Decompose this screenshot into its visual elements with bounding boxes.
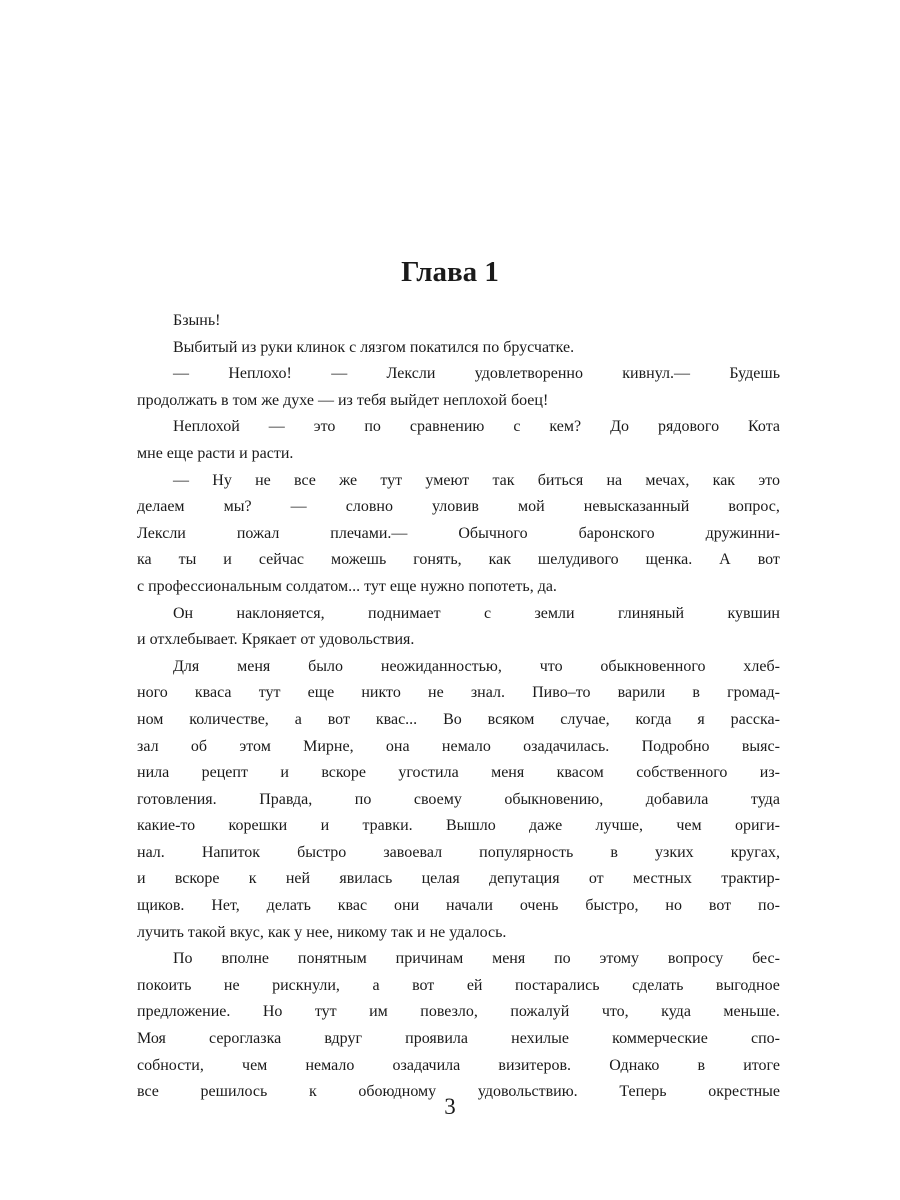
text-line: лучить такой вкус, как у нее, никому так и не удалось. [137, 923, 507, 941]
text-line: готовления. Правда, по своему обыкновению, добавила туда [137, 790, 780, 808]
text-line: делаем мы? — словно уловив мой невысказанный вопрос, [137, 498, 780, 516]
text-line: с профессиональным солдатом... тут еще нужно попотеть, да. [137, 577, 557, 595]
text-line: зал об этом Мирне, она немало озадачилась. Подробно выяс- [137, 737, 780, 755]
text-line: покоить не рискнули, а вот ей постарались сделать выгодное [137, 976, 780, 994]
text-line: продолжать в том же духе — из тебя выйдет неплохой боец! [137, 391, 549, 409]
text-line: какие-то корешки и травки. Вышло даже лучше, чем ориги- [137, 817, 780, 835]
text-line: собности, чем немало озадачила визитеров. Однако в итоге [137, 1056, 780, 1074]
text-line: нал. Напиток быстро завоевал популярность в узких кругах, [137, 843, 780, 861]
text-line: Моя сероглазка вдруг проявила нехилые коммерческие спо- [137, 1030, 780, 1048]
text-line: ном количестве, а вот квас... Во всяком случае, когда я расска- [137, 710, 780, 728]
text-line: — Ну не все же тут умеют так биться на мечах, как это [173, 471, 780, 489]
chapter-title: Глава 1 [401, 256, 499, 288]
text-line: — Неплохо! — Лексли удовлетворенно кивнул.— Будешь [173, 365, 780, 383]
text-line: Неплохой — это по сравнению с кем? До рядового Кота [173, 418, 780, 436]
text-line: и вскоре к ней явилась целая депутация от местных трактир- [137, 870, 780, 888]
text-line: По вполне понятным причинам меня по этому вопросу бес- [173, 950, 780, 968]
text-line: и отхлебывает. Крякает от удовольствия. [137, 631, 415, 649]
text-line: мне еще расти и расти. [137, 444, 294, 462]
text-line: Для меня было неожиданностью, что обыкновенного хлеб- [173, 657, 780, 675]
text-line: Выбитый из руки клинок с лязгом покатился по брусчатке. [173, 338, 575, 356]
text-line: ка ты и сейчас можешь гонять, как шелудивого щенка. А вот [137, 551, 780, 569]
text-line: нила рецепт и вскоре угостила меня квасом собственного из- [137, 764, 780, 782]
text-line: все решилось к обоюдному удовольствию. Теперь окрестные [137, 1083, 780, 1101]
text-line: Лексли пожал плечами.— Обычного баронского дружинни- [137, 524, 780, 542]
text-line: Бзынь! [173, 312, 221, 329]
text-line: предложение. Но тут им повезло, пожалуй что, куда меньше. [137, 1003, 780, 1021]
text-line: щиков. Нет, делать квас они начали очень быстро, но вот по- [137, 897, 780, 915]
text-line: ного кваса тут еще никто не знал. Пиво–то варили в громад- [137, 684, 780, 702]
text-line: Он наклоняется, поднимает с земли глиняный кувшин [173, 604, 780, 622]
body-text [137, 312, 780, 1110]
page-number: 3 [444, 1094, 456, 1119]
